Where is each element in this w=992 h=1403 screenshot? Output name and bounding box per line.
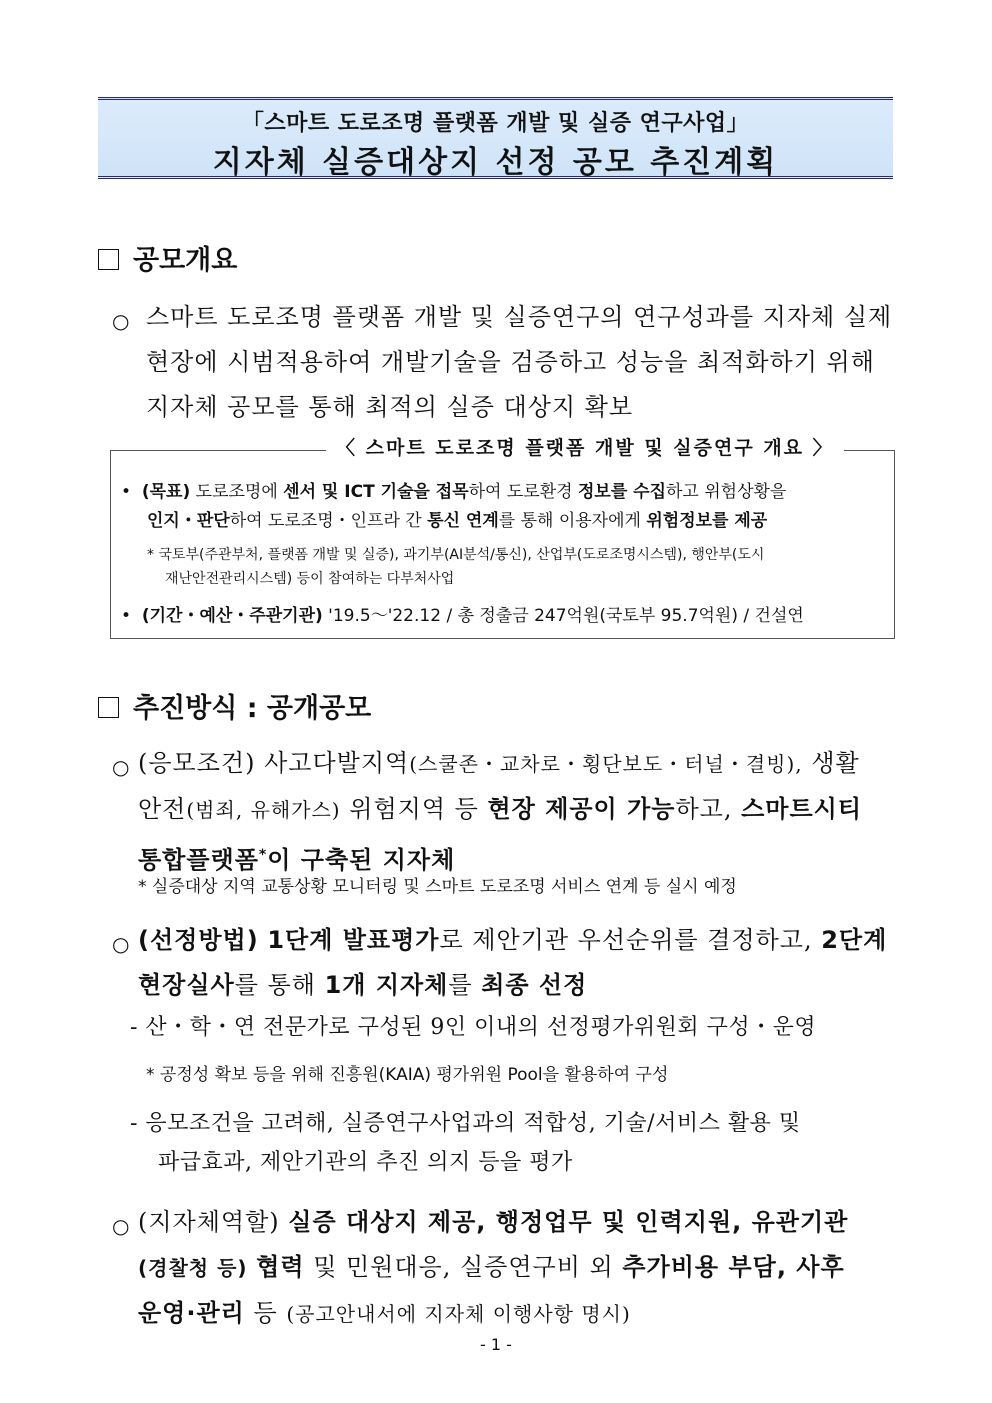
text: 위험정보를 제공 [646, 511, 768, 531]
circle-bullet-icon: ○ [112, 932, 131, 956]
selection-dash-1: - 산・학・연 전문가로 구성된 9인 이내의 선정평가위원회 구성・운영 [130, 1015, 817, 1040]
text: (공고안내서에 지자체 이행사항 명시) [286, 1302, 631, 1326]
text: 생활 [811, 749, 860, 777]
text: 현장 제공이 가능 [487, 795, 676, 823]
text: 통신 연계 [427, 511, 499, 531]
text: 하여 도로조명・인프라 간 [229, 511, 422, 531]
text: 추가비용 부담, 사후 [622, 1253, 845, 1281]
period-line [121, 601, 804, 632]
select-line-1 [138, 918, 902, 963]
text: (지자체역할) [138, 1208, 280, 1236]
text: 하여 도로환경 [468, 482, 573, 502]
text: 사고다발지역 [264, 749, 410, 777]
para-line: 스마트 도로조명 플랫폼 개발 및 실증연구의 연구성과를 지자체 실제 [146, 303, 893, 331]
section-2-title: 추진방식 : 공개공모 [133, 693, 372, 724]
role-line-3 [138, 1291, 902, 1337]
circle-bullet-icon: ○ [112, 309, 131, 333]
overview-box [110, 437, 895, 639]
text: 최종 선정 [481, 971, 588, 999]
text: 정보를 수집 [577, 482, 666, 502]
text: 를 통해 [234, 971, 316, 999]
text: 를 [448, 971, 473, 999]
text: 하고 위험상황을 [666, 482, 787, 502]
text: 등 [253, 1299, 278, 1327]
title-line-2: 지자체 실증대상지 선정 공모 추진계획 [212, 145, 779, 180]
text: 인지・판단 [147, 511, 230, 531]
select-line-2 [138, 963, 902, 1008]
cond-line-2 [138, 787, 902, 833]
text: 1단계 발표평가 [267, 926, 440, 954]
dot-bullet-icon: • [121, 606, 132, 626]
text: (응모조건) [138, 749, 256, 777]
text: (선정방법) [138, 926, 259, 954]
text: 로 제안기관 우선순위를 결정하고, [439, 926, 813, 954]
footnote-mark: * [258, 847, 268, 863]
text: (범죄, 유해가스) [186, 798, 341, 822]
para-line: 현장에 시범적용하여 개발기술을 검증하고 성능을 최적화하기 위해 [146, 348, 875, 376]
overview-box-title: 〈 스마트 도로조명 플랫폼 개발 및 실증연구 개요 〉 [326, 433, 844, 460]
ministry-note-2: 재난안전관리시스템) 등이 참여하는 다부처사업 [165, 571, 455, 587]
text: (경찰청 등) [138, 1256, 248, 1280]
text: 하고, [675, 795, 733, 823]
text: 안전 [138, 795, 187, 823]
text: 운영·관리 [138, 1299, 245, 1327]
text: 2단계 [821, 926, 888, 954]
goal-line-1 [121, 477, 786, 508]
selection-dash-2-line-1: - 응모조건을 고려해, 실증연구사업과의 적합성, 기술/서비스 활용 및 [130, 1111, 801, 1136]
page-number: - 1 - [480, 1335, 512, 1354]
checkbox-square-icon [98, 697, 119, 718]
circle-bullet-icon: ○ [112, 1214, 131, 1238]
title-line-1: 「스마트 도로조명 플랫폼 개발 및 실증 연구사업」 [241, 111, 750, 136]
goal-line-2 [147, 506, 767, 537]
dot-bullet-icon: • [121, 482, 132, 502]
ministry-note-1: * 국토부(주관부처, 플랫폼 개발 및 실증), 과기부(AI분석/통신), 산업부(도로조명시스템), 행안부(도시 [147, 547, 765, 563]
selection-note: * 공정성 확보 등을 위해 진흥원(KAIA) 평가위원 Pool을 활용하여 구성 [146, 1065, 669, 1085]
text: 를 통해 이용자에게 [498, 511, 641, 531]
text: 협력 [256, 1253, 305, 1281]
para-line: 지자체 공모를 통해 최적의 실증 대상지 확보 [146, 393, 634, 421]
text: 실증 대상지 제공, 행정업무 및 인력지원, 유관기관 [288, 1208, 849, 1236]
section-1-heading [98, 238, 237, 277]
text: 1개 지자체 [324, 971, 449, 999]
text: 현장실사 [138, 971, 235, 999]
text: 통합플랫폼 [138, 846, 259, 874]
period-label: (기간・예산・주관기관) [141, 606, 323, 626]
text: 센서 및 ICT 기술을 접목 [283, 482, 469, 502]
role-line-2 [138, 1245, 902, 1291]
text: 위험지역 등 [349, 795, 479, 823]
goal-label: (목표) [141, 482, 191, 502]
text: 도로조명에 [195, 482, 278, 502]
section-2-heading [98, 686, 371, 725]
circle-bullet-icon: ○ [112, 755, 131, 779]
role-line-1 [138, 1200, 902, 1245]
selection-paragraph [112, 918, 902, 1008]
condition-paragraph [112, 741, 902, 883]
period-text: '19.5～'22.12 / 총 정출금 247억원(국토부 95.7억원) / 건설연 [328, 606, 804, 626]
cond-line-1 [138, 741, 902, 787]
section-1-paragraph [112, 295, 902, 430]
section-1-title: 공모개요 [133, 245, 238, 276]
text: 이 구축된 지자체 [267, 846, 456, 874]
text: 스마트시티 [741, 795, 863, 823]
role-paragraph [112, 1200, 902, 1337]
selection-dash-2-line-2: 파급효과, 제안기관의 추진 의지 등을 평가 [158, 1150, 573, 1175]
condition-note: * 실증대상 지역 교통상황 모니터링 및 스마트 도로조명 서비스 연계 등 실시 예정 [138, 877, 737, 897]
checkbox-square-icon [98, 249, 119, 270]
text: 및 민원대응, 실증연구비 외 [313, 1253, 614, 1281]
text: (스쿨존・교차로・횡단보도・터널・결빙), [409, 752, 803, 776]
title-box [98, 97, 893, 179]
